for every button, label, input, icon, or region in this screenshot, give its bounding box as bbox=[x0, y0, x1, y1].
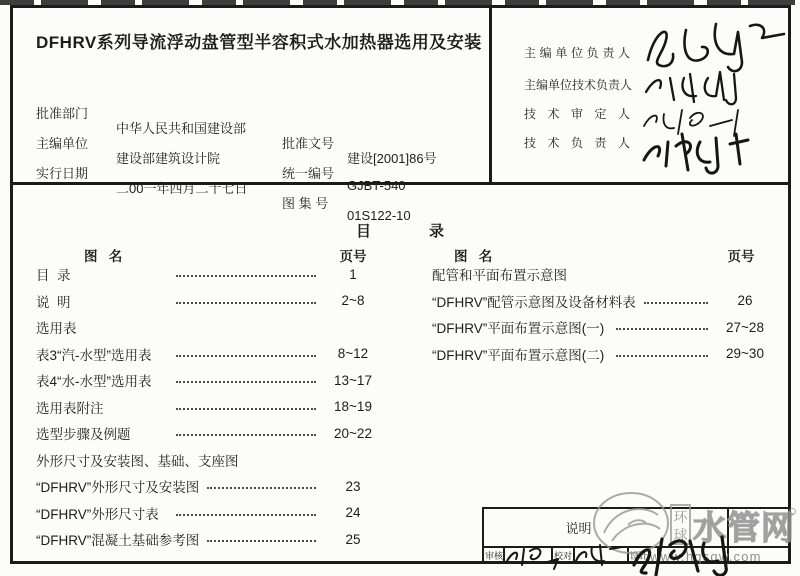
toc-entry-name: 表4“水-水型”选用表 bbox=[36, 374, 152, 390]
atlas-no-value: 01S122-10 bbox=[347, 208, 411, 223]
toc-entry-page: 18~19 bbox=[334, 399, 372, 415]
toc-entry-page: 8~12 bbox=[337, 346, 369, 362]
unified-no-value: GJBT-540 bbox=[347, 178, 406, 193]
proof-label: 校对 bbox=[554, 551, 573, 561]
toc-entry bbox=[432, 288, 774, 315]
toc-entry bbox=[36, 394, 382, 421]
watermark-url: www.hqsgw.com bbox=[650, 549, 762, 564]
toc-entry-name: “DFHRV”外形尺寸表 bbox=[36, 506, 159, 522]
footer-signatures bbox=[482, 505, 792, 576]
atlas-no-label: 图 集 号 bbox=[282, 196, 329, 211]
toc-entry-page: 13~17 bbox=[334, 372, 372, 388]
chief-editor-label: 主编单位 bbox=[36, 136, 89, 151]
dot-leader bbox=[207, 530, 316, 542]
toc-entry bbox=[36, 420, 382, 447]
toc-entry-page: 24 bbox=[345, 505, 361, 521]
toc-left-column bbox=[36, 261, 382, 553]
dot-leader bbox=[176, 504, 316, 516]
toc-entry bbox=[36, 526, 382, 553]
toc-entry bbox=[36, 500, 382, 527]
toc-right-column bbox=[432, 261, 774, 367]
page-title: DFHRV系列导流浮动盘管型半容积式水加热器选用及安装 bbox=[36, 33, 482, 52]
dot-leader bbox=[616, 318, 708, 330]
sheet-name: 说明 bbox=[565, 521, 592, 536]
toc-title-char-1: 目 bbox=[355, 223, 371, 240]
signature-reviewer bbox=[506, 549, 558, 569]
toc-section-heading bbox=[36, 314, 382, 341]
toc-section-heading bbox=[36, 447, 382, 474]
watermark-brand-text: 水管网 bbox=[693, 509, 795, 546]
dot-leader bbox=[616, 345, 708, 357]
toc-left-page-header: 页号 bbox=[339, 249, 367, 264]
dot-leader bbox=[176, 265, 316, 277]
tech-head-label: 技术负责人 bbox=[524, 136, 630, 150]
toc-entry bbox=[36, 473, 382, 500]
chief-editor-value: 建设部建筑设计院 bbox=[116, 151, 221, 166]
toc-entry-name: 选型步骤及例题 bbox=[36, 427, 131, 443]
toc-entry bbox=[36, 341, 382, 368]
chief-unit-tech-head-label: 主编单位技术负责人 bbox=[524, 78, 633, 92]
header-vertical-divider bbox=[489, 5, 492, 185]
signature-designer bbox=[634, 537, 726, 575]
toc-entry bbox=[36, 261, 382, 288]
toc-entry-page: 29~30 bbox=[726, 346, 764, 362]
toc-entry-name: 选用表附注 bbox=[36, 400, 104, 416]
toc-entry-page: 2~8 bbox=[341, 293, 365, 309]
approval-dept-label: 批准部门 bbox=[36, 106, 89, 121]
signature-proofreader bbox=[576, 545, 622, 565]
chief-unit-head-label: 主编单位负责人 bbox=[524, 46, 630, 60]
toc-entry-name: “DFHRV”混凝土基础参考图 bbox=[36, 533, 200, 549]
dot-leader bbox=[176, 345, 316, 357]
toc-entry-name: 配管和平面布置示意图 bbox=[432, 268, 567, 284]
toc-entry bbox=[36, 367, 382, 394]
approval-dept-value: 中华人民共和国建设部 bbox=[116, 121, 247, 136]
effective-date-label: 实行日期 bbox=[36, 166, 89, 181]
dot-leader bbox=[207, 477, 316, 489]
toc-entry bbox=[432, 314, 774, 341]
unified-no-label: 统一编号 bbox=[282, 166, 335, 181]
toc-right-name-header: 图 名 bbox=[454, 249, 493, 264]
toc-entry-page: 1 bbox=[349, 266, 357, 282]
watermark-brand-box: 环球 bbox=[670, 504, 691, 545]
approval-no-label: 批准文号 bbox=[282, 136, 335, 151]
toc-entry-page: 26 bbox=[737, 293, 753, 309]
design-label: 设计 bbox=[630, 551, 649, 561]
toc-title bbox=[10, 220, 790, 241]
tech-examiner-label: 技术审定人 bbox=[524, 107, 630, 121]
toc-entry bbox=[36, 288, 382, 315]
dot-leader bbox=[247, 452, 317, 462]
dot-leader bbox=[176, 424, 316, 436]
dot-leader bbox=[176, 292, 316, 304]
signature-tech-head bbox=[644, 134, 748, 173]
dot-leader bbox=[176, 371, 316, 383]
toc-entry-page: 23 bbox=[345, 478, 361, 494]
toc-entry bbox=[432, 341, 774, 368]
toc-entry-name: 目 录 bbox=[36, 268, 71, 284]
toc-entry-name: “DFHRV”配管示意图及设备材料表 bbox=[432, 294, 636, 310]
toc-section-heading bbox=[432, 261, 774, 288]
toc-right-page-header: 页号 bbox=[727, 249, 755, 264]
signature-chief-unit-head bbox=[648, 24, 784, 71]
dot-leader bbox=[176, 319, 316, 329]
toc-entry-name: “DFHRV”平面布置示意图(二) bbox=[432, 347, 605, 363]
toc-entry-page: 20~22 bbox=[334, 425, 372, 441]
signature-chief-unit-tech-head bbox=[646, 72, 736, 104]
signature-tech-examiner bbox=[644, 110, 738, 136]
toc-title-char-2: 录 bbox=[429, 223, 445, 240]
dot-leader bbox=[176, 398, 316, 410]
approval-no-value: 建设[2001]86号 bbox=[347, 151, 437, 166]
toc-entry-name: 选用表 bbox=[36, 321, 77, 337]
effective-date-value: 二00一年四月二十七日 bbox=[116, 181, 248, 196]
toc-entry-name: 说 明 bbox=[36, 294, 71, 310]
toc-entry-name: 外形尺寸及安装图、基础、支座图 bbox=[36, 453, 239, 469]
toc-left-name-header: 图 名 bbox=[84, 249, 123, 264]
dot-leader bbox=[616, 266, 708, 276]
header-signatures bbox=[638, 14, 798, 176]
dot-leader bbox=[644, 292, 708, 304]
toc-entry-page: 27~28 bbox=[726, 319, 764, 335]
review-label: 审核 bbox=[485, 551, 504, 561]
toc-entry-name: “DFHRV”外形尺寸及安装图 bbox=[36, 480, 200, 496]
toc-entry-name: “DFHRV”平面布置示意图(一) bbox=[432, 321, 605, 337]
toc-entry-page: 25 bbox=[345, 531, 361, 547]
toc-entry-name: 表3“汽-水型”选用表 bbox=[36, 347, 152, 363]
